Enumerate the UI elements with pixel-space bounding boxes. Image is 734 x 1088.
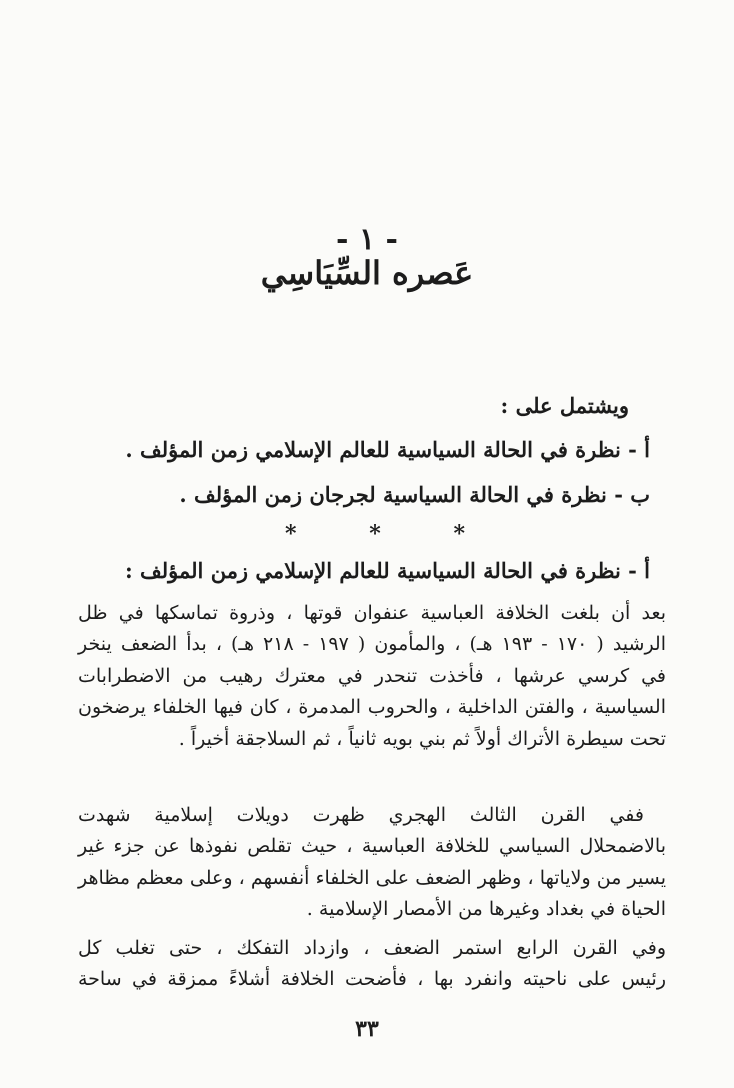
paragraph-line: بالاضمحلال السياسي للخلافة العباسية ، حيث تقلص نفوذها عن جزء غير: [78, 835, 666, 858]
separator-star: *: [369, 521, 381, 547]
contents-item-b: ب - نظرة في الحالة السياسية لجرجان زمن المؤلف .: [179, 482, 650, 507]
paragraph-line: تحت سيطرة الأتراك أولاً ثم بني بويه ثانياً ، ثم السلاجقة أخيراً .: [178, 727, 666, 750]
paragraph-line: بعد أن بلغت الخلافة العباسية عنفوان قوتها ، وذروة تماسكها في ظل: [78, 602, 666, 624]
chapter-number: - ١ -: [336, 222, 398, 257]
paragraph-line: الرشيد ( ١٧٠ - ١٩٣ هـ) ، والمأمون ( ١٩٧ - ٢١٨ هـ) ، بدأ الضعف ينخر: [78, 633, 666, 656]
separator-star: *: [453, 521, 465, 547]
paragraph-line: في كرسي عرشها ، فأخذت تنحدر في معترك رهيب من الاضطرابات: [78, 664, 666, 687]
separator-star: *: [285, 521, 297, 547]
paragraph-line: الحياة في بغداد وغيرها من الأمصار الإسلامية .: [306, 898, 666, 921]
paragraph-line: السياسية ، والفتن الداخلية ، والحروب المدمرة ، كان فيها الخلفاء يرضخون: [78, 696, 666, 719]
paragraph-line: وفي القرن الرابع استمر الضعف ، وازداد التفكك ، حتى تغلب كل: [78, 937, 666, 959]
section-separator: [285, 521, 465, 547]
contents-item-a: أ - نظرة في الحالة السياسية للعالم الإسلامي زمن المؤلف .: [125, 437, 650, 462]
chapter-title: عَصره السِّيَاسِي: [260, 254, 474, 292]
paragraph-line: يسير من ولاياتها ، وظهر الضعف على الخلفاء أنفسهم ، وعلى معظم مظاهر: [78, 866, 666, 889]
page-number: ٣٣: [355, 1016, 379, 1042]
paragraph-3: [78, 933, 666, 996]
section-heading: أ - نظرة في الحالة السياسية للعالم الإسلامي زمن المؤلف :: [124, 558, 650, 583]
paragraph-2: [78, 800, 666, 926]
paragraph-1: [78, 598, 666, 755]
paragraph-line: رئيس على ناحيته وانفرد بها ، فأضحت الخلافة أشلاءً ممزقة في ساحة: [78, 968, 666, 991]
paragraph-line: ففي القرن الثالث الهجري ظهرت دويلات إسلامية شهدت: [78, 804, 644, 826]
contents-intro: ويشتمل على :: [500, 393, 629, 418]
